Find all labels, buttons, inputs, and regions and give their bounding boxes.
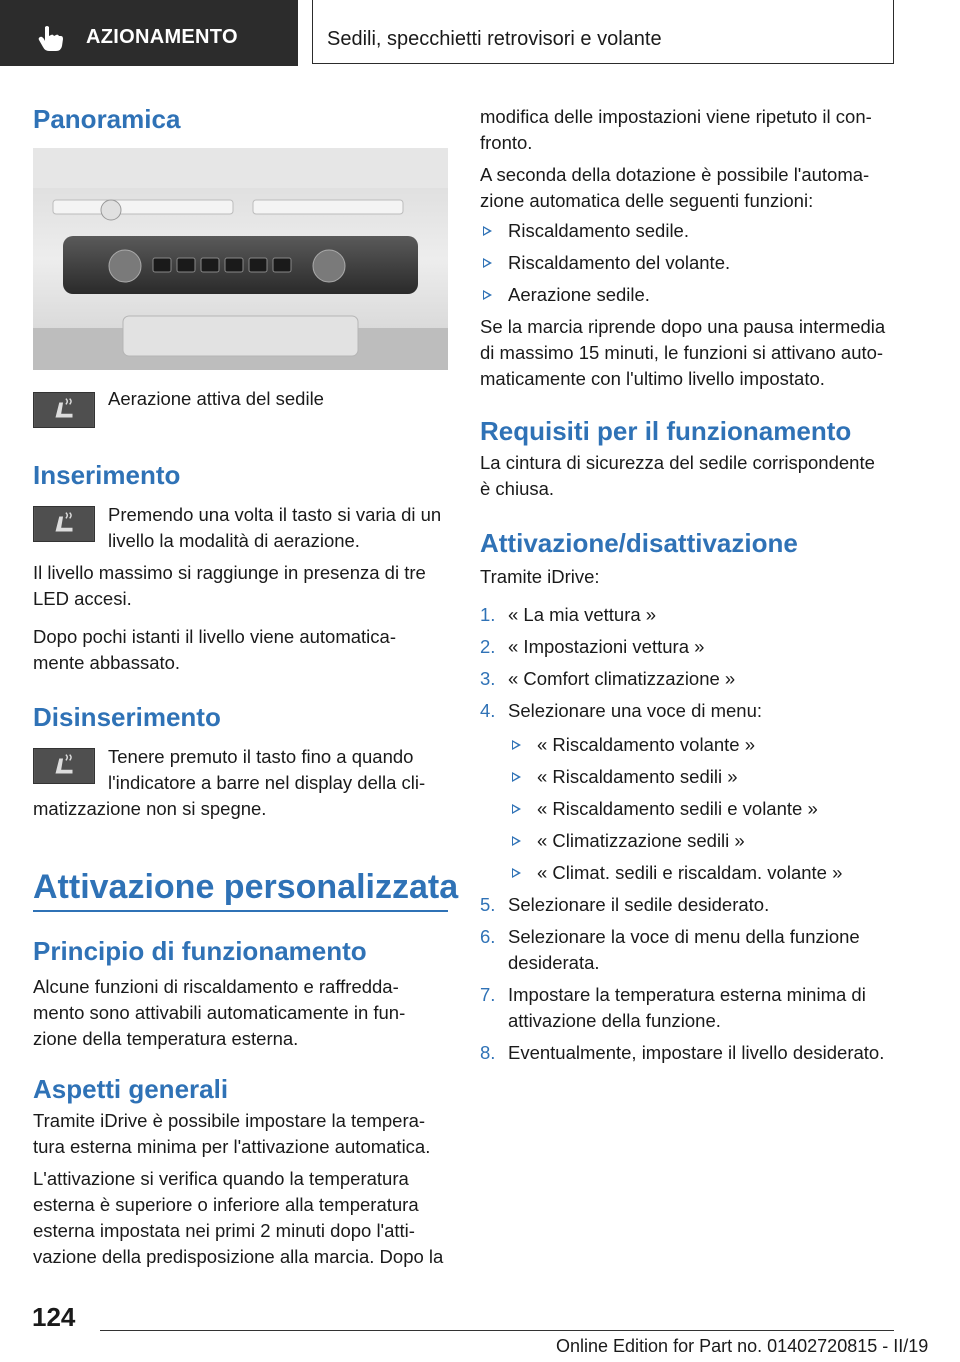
disinserimento-text-2: matizzazione non si spegne. <box>33 798 267 819</box>
heading-attivazione-disattivazione: Attivazione/disattivazione <box>480 528 798 558</box>
heading-principio: Principio di funzionamento <box>33 936 367 966</box>
climate-panel-photo <box>33 148 448 370</box>
sub-bullet-item: « Riscaldamento sedili » <box>537 766 738 787</box>
bullet-triangle-icon <box>512 804 521 814</box>
page-number: 124 <box>32 1302 76 1332</box>
chapter-title: Sedili, specchietti retrovisori e volante <box>327 28 662 50</box>
heading-panoramica: Panoramica <box>33 104 181 134</box>
requisiti-text: La cintura di sicurezza del sedile corrispondente è chiusa. <box>480 452 875 499</box>
step-text: « La mia vettura » <box>508 604 657 625</box>
step-number: 3. <box>480 668 496 689</box>
bullet-item: Riscaldamento del volante. <box>508 252 731 273</box>
inserimento-paragraph-3: Dopo pochi istanti il livello viene automatica- mente abbassato. <box>33 626 396 673</box>
step-number: 1. <box>480 604 496 625</box>
tramite-idrive: Tramite iDrive: <box>480 566 600 587</box>
continued-paragraph-1: modifica delle impostazioni viene ripetuto il con- fronto. <box>480 106 872 153</box>
footer-rule <box>100 1330 894 1331</box>
heading-inserimento: Inserimento <box>33 460 181 490</box>
step-text: « Impostazioni vettura » <box>508 636 705 657</box>
bullet-triangle-icon <box>512 740 521 750</box>
bullet-triangle-icon <box>512 836 521 846</box>
seat-ventilation-button-icon <box>33 392 95 428</box>
bullet-triangle-icon <box>483 226 492 236</box>
principio-text: Alcune funzioni di riscaldamento e raffredda- mento sono attivabili automaticamente in fun- zione della temperatura esterna. <box>33 976 406 1049</box>
sub-bullet-item: « Riscaldamento sedili e volante » <box>537 798 818 819</box>
aspetti-paragraph-2: L'attivazione si verifica quando la temperatura esterna è superiore o inferiore alla temperatura esterna impostata nei primi 2 minuti dopo l'atti- vazione della predisposizione alla marcia. Dopo la <box>33 1168 444 1267</box>
inserimento-text: Premendo una volta il tasto si varia di un livello la modalità di aerazione. <box>108 504 442 551</box>
heading-rule <box>33 910 448 912</box>
step-number: 8. <box>480 1042 496 1063</box>
bullet-triangle-icon <box>512 868 521 878</box>
step-text: « Comfort climatizzazione » <box>508 668 736 689</box>
chapter-header <box>312 0 894 64</box>
bullet-item: Aerazione sedile. <box>508 284 650 305</box>
seat-ventilation-button-icon <box>33 748 95 784</box>
photo-caption: Aerazione attiva del sedile <box>108 388 324 409</box>
step-number: 5. <box>480 894 496 915</box>
edition-note: Online Edition for Part no. 01402720815 - II/19 <box>556 1336 929 1356</box>
continued-paragraph-3: Se la marcia riprende dopo una pausa intermedia di massimo 15 minuti, le funzioni si attivano auto- maticamente con l'ultimo livello impostato. <box>480 316 886 389</box>
sub-bullet-item: « Riscaldamento volante » <box>537 734 756 755</box>
bullet-item: Riscaldamento sedile. <box>508 220 689 241</box>
step-text: Eventualmente, impostare il livello desiderato. <box>508 1042 885 1063</box>
heading-aspetti: Aspetti generali <box>33 1074 229 1104</box>
section-tab <box>0 0 298 66</box>
seat-ventilation-button-icon <box>33 506 95 542</box>
step-number: 6. <box>480 926 496 947</box>
step-text: Impostare la temperatura esterna minima di attivazione della funzione. <box>508 984 866 1031</box>
bullet-triangle-icon <box>483 258 492 268</box>
heading-attivazione-personalizzata: Attivazione personalizzata <box>33 868 459 906</box>
section-label: AZIONAMENTO <box>86 26 238 48</box>
hand-pointer-icon <box>36 24 66 52</box>
step-text: Selezionare il sedile desiderato. <box>508 894 770 915</box>
bullet-triangle-icon <box>512 772 521 782</box>
step-text: Selezionare una voce di menu: <box>508 700 763 721</box>
step-number: 7. <box>480 984 496 1005</box>
bullet-triangle-icon <box>483 290 492 300</box>
heading-requisiti: Requisiti per il funzionamento <box>480 416 852 446</box>
aspetti-paragraph-1: Tramite iDrive è possibile impostare la tempera- tura esterna minima per l'attivazione automatica. <box>33 1110 431 1157</box>
step-number: 4. <box>480 700 496 721</box>
step-number: 2. <box>480 636 496 657</box>
sub-bullet-item: « Climatizzazione sedili » <box>537 830 745 851</box>
step-text: Selezionare la voce di menu della funzione desiderata. <box>508 926 860 973</box>
disinserimento-text-1: Tenere premuto il tasto fino a quando l'indicatore a barre nel display della cli- <box>108 746 426 793</box>
sub-bullet-item: « Climat. sedili e riscaldam. volante » <box>537 862 843 883</box>
continued-paragraph-2: A seconda della dotazione è possibile l'automa- zione automatica delle seguenti funzioni: <box>480 164 870 211</box>
heading-disinserimento: Disinserimento <box>33 702 221 732</box>
inserimento-paragraph-2: Il livello massimo si raggiunge in presenza di tre LED accesi. <box>33 562 426 609</box>
